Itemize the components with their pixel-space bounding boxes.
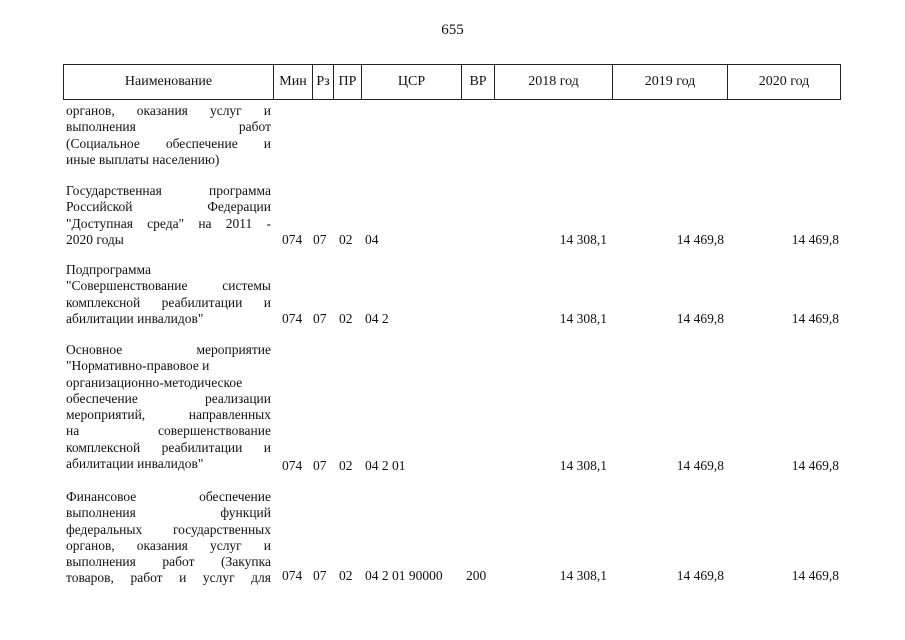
name-line: Финансовое обеспечение xyxy=(66,489,271,504)
cell-2018: 14 308,1 xyxy=(559,458,607,473)
cell-rz: 07 xyxy=(313,458,327,473)
cell-min: 074 xyxy=(282,458,303,473)
cell-2018: 14 308,1 xyxy=(559,568,607,583)
name-line: 2020 годы xyxy=(66,231,124,247)
cell-vr: 200 xyxy=(466,568,487,583)
header-rz: Рз xyxy=(313,65,334,99)
header-2019: 2019 год xyxy=(613,65,728,99)
cell-pr: 02 xyxy=(339,568,353,583)
name-line: Российской Федерации xyxy=(66,199,271,215)
name-line: мероприятий, направленных xyxy=(66,407,271,423)
cell-pr: 02 xyxy=(339,232,353,247)
name-line: "Доступная среда" на 2011 - xyxy=(66,215,271,231)
name-line: "Совершенствование системы xyxy=(66,278,271,294)
name-line: абилитации инвалидов" xyxy=(66,456,204,472)
name-line: иные выплаты населению) xyxy=(66,151,220,167)
cell-min: 074 xyxy=(282,311,303,326)
header-name: Наименование xyxy=(64,65,274,99)
cell-2018: 14 308,1 xyxy=(559,311,607,326)
row-name xyxy=(66,183,271,248)
name-line: федеральных государственных xyxy=(66,521,271,537)
header-min: Мин xyxy=(274,65,313,99)
name-line: органов, оказания услуг и xyxy=(66,103,271,118)
header-vr: ВР xyxy=(462,65,495,99)
cell-2020: 14 469,8 xyxy=(791,458,839,473)
name-line: комплексной реабилитации и xyxy=(66,439,271,455)
name-line: товаров, работ и услуг для xyxy=(66,570,271,586)
cell-2019: 14 469,8 xyxy=(676,232,724,247)
cell-2019: 14 469,8 xyxy=(676,568,724,583)
cell-csr: 04 2 01 90000 xyxy=(365,568,443,583)
page-number: 655 xyxy=(441,22,464,38)
cell-min: 074 xyxy=(282,568,303,583)
name-line: на совершенствование xyxy=(66,423,271,439)
cell-2019: 14 469,8 xyxy=(676,311,724,326)
cell-2020: 14 469,8 xyxy=(791,311,839,326)
cell-pr: 02 xyxy=(339,311,353,326)
cell-csr: 04 2 01 xyxy=(365,458,406,473)
row-name xyxy=(66,489,271,587)
header-pr: ПР xyxy=(334,65,362,99)
name-line: Государственная программа xyxy=(66,183,271,198)
name-line: выполнения функций xyxy=(66,505,271,521)
name-line: органов, оказания услуг и xyxy=(66,537,271,553)
name-line: Основное мероприятие xyxy=(66,342,271,357)
cell-2020: 14 469,8 xyxy=(791,568,839,583)
cell-csr: 04 xyxy=(365,232,379,247)
name-line: "Нормативно-правовое и xyxy=(66,358,210,374)
table-header xyxy=(63,64,841,100)
name-line: Подпрограмма xyxy=(66,262,151,277)
name-line: комплексной реабилитации и xyxy=(66,294,271,310)
cell-rz: 07 xyxy=(313,311,327,326)
name-line: организационно-методическое xyxy=(66,374,243,390)
header-csr: ЦСР xyxy=(362,65,462,99)
header-2020: 2020 год xyxy=(758,74,810,89)
row-name xyxy=(66,103,271,168)
cell-2020: 14 469,8 xyxy=(791,232,839,247)
name-line: абилитации инвалидов" xyxy=(66,310,204,326)
cell-pr: 02 xyxy=(339,458,353,473)
cell-rz: 07 xyxy=(313,568,327,583)
name-line: (Социальное обеспечение и xyxy=(66,135,271,151)
name-line: обеспечение реализации xyxy=(66,390,271,406)
row-name xyxy=(66,342,271,472)
row-name xyxy=(66,262,271,327)
cell-2018: 14 308,1 xyxy=(559,232,607,247)
cell-min: 074 xyxy=(282,232,303,247)
name-line: выполнения работ (Закупка xyxy=(66,554,271,570)
header-2018: 2018 год xyxy=(495,65,613,99)
name-line: выполнения работ xyxy=(66,119,271,135)
cell-csr: 04 2 xyxy=(365,311,389,326)
cell-rz: 07 xyxy=(313,232,327,247)
cell-2019: 14 469,8 xyxy=(676,458,724,473)
